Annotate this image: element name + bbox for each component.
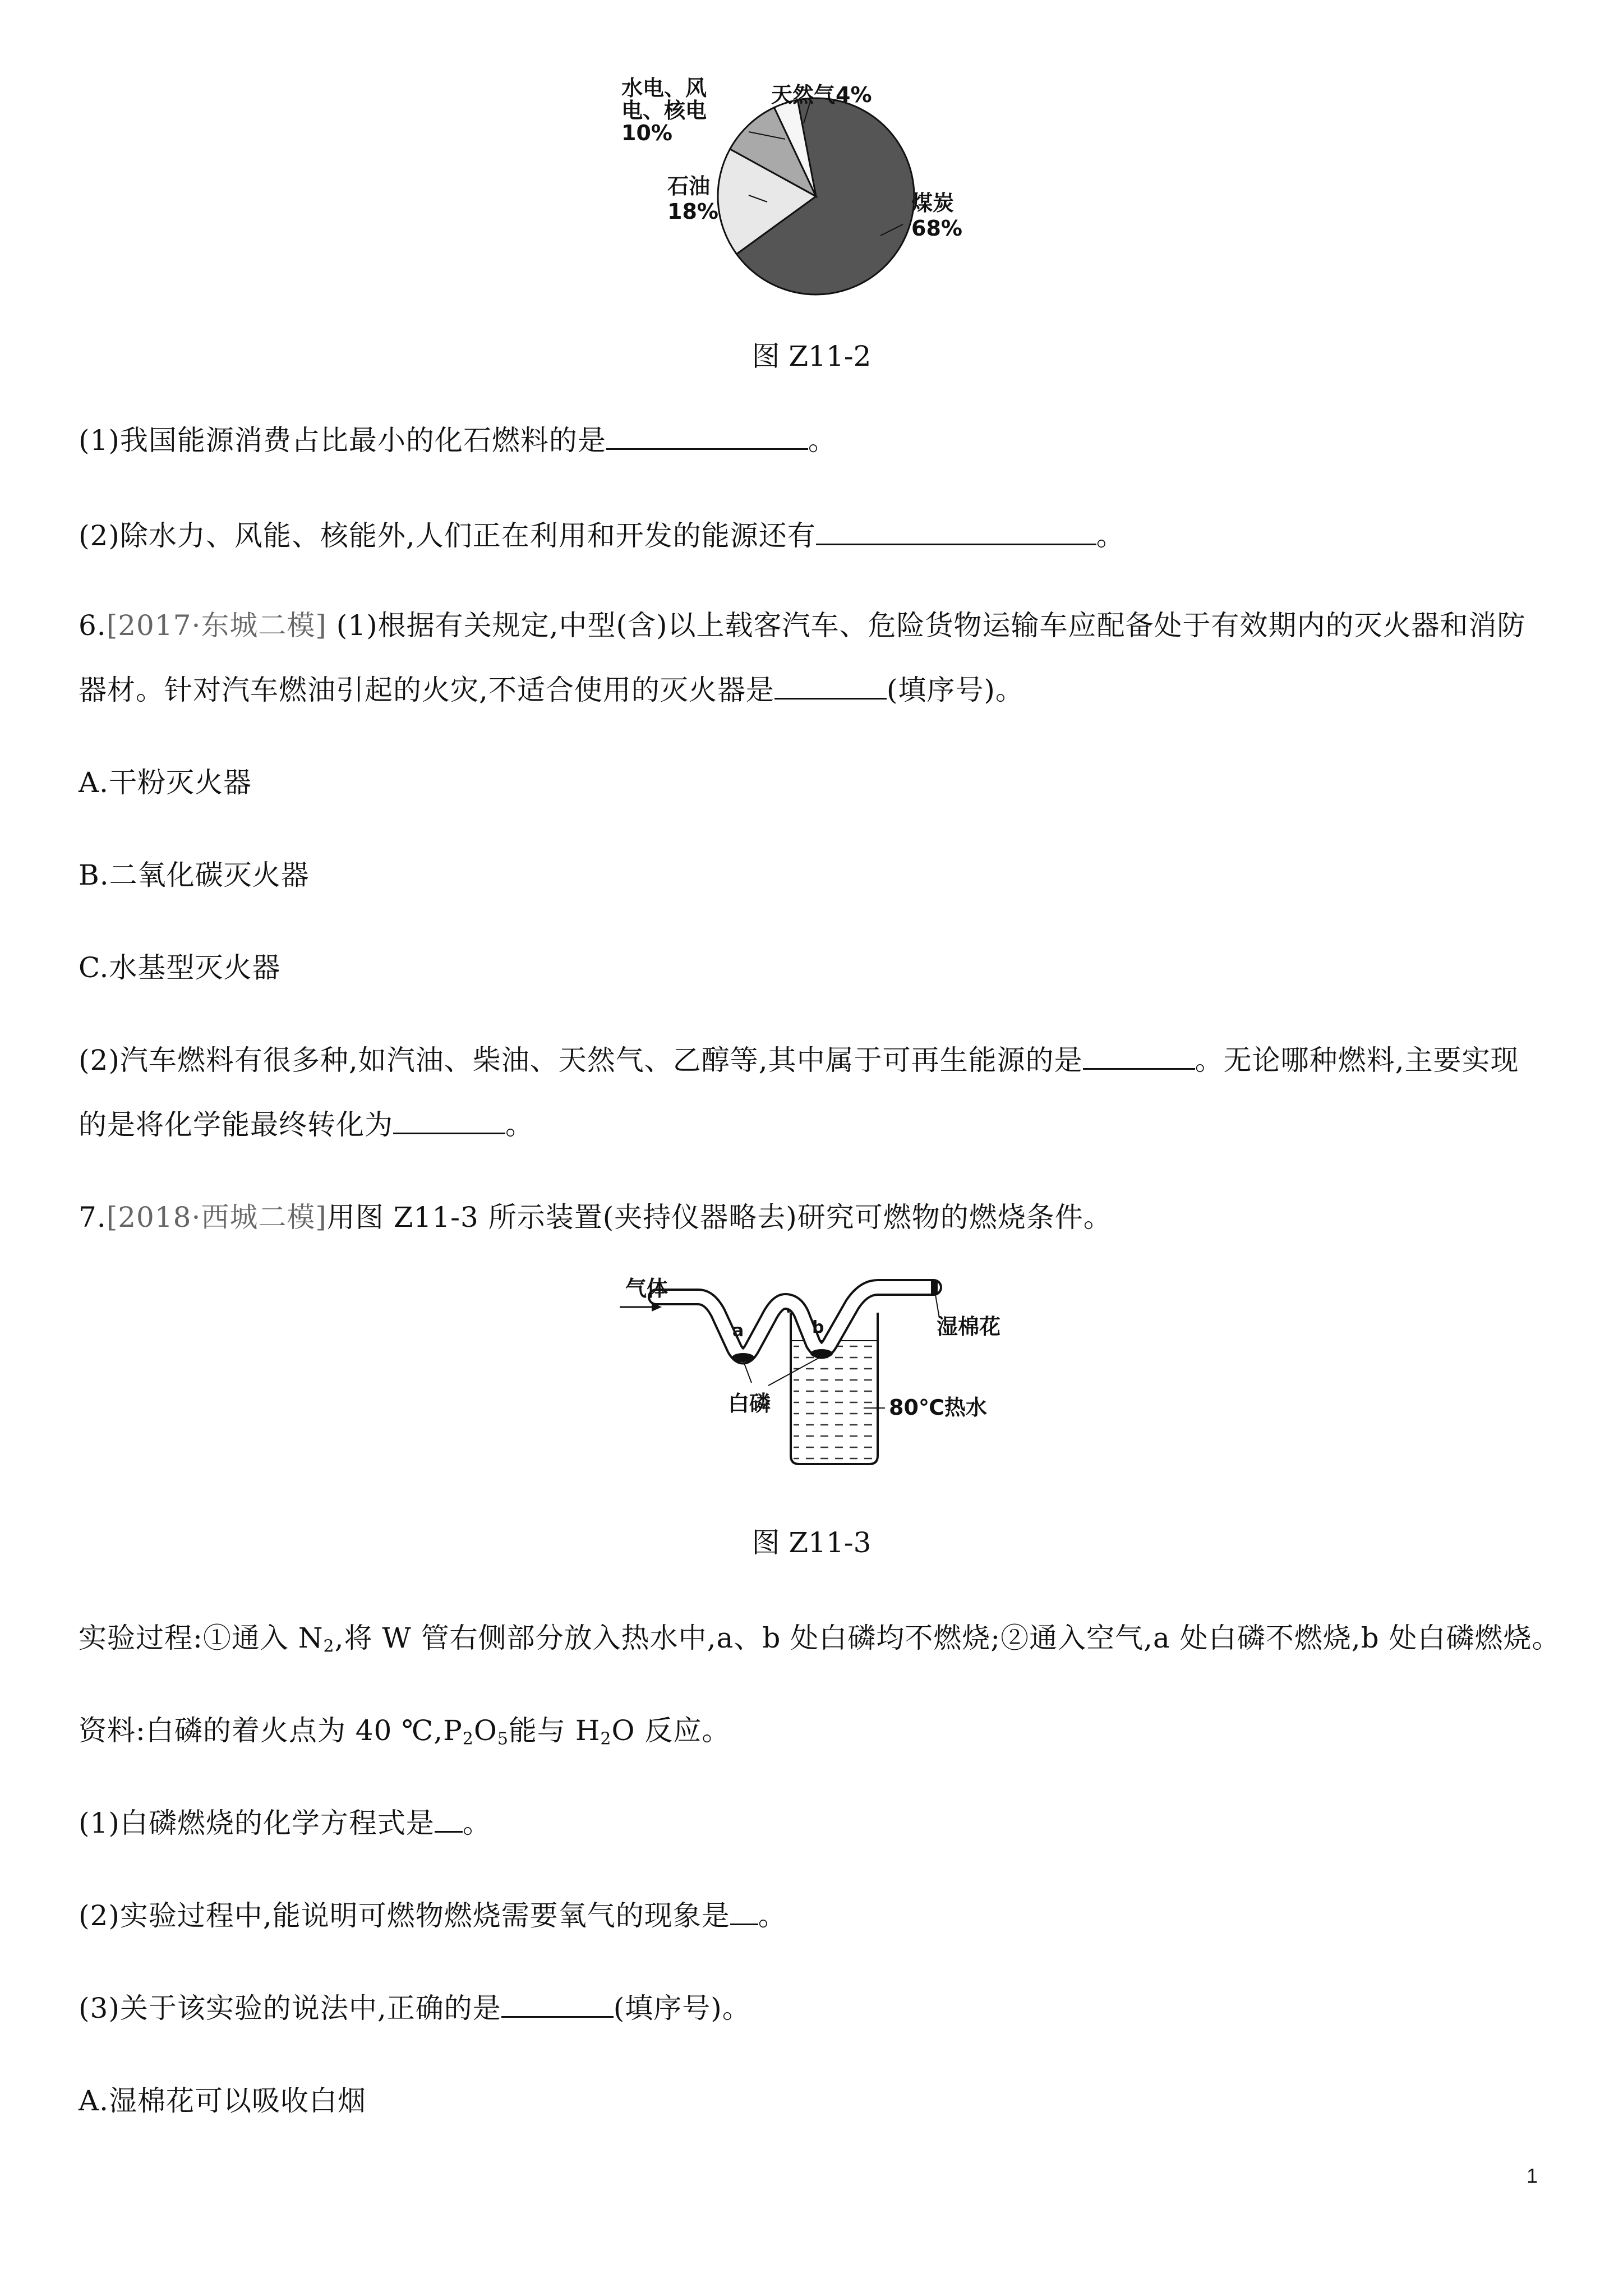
label-hydro-line1: 水电、风 — [621, 76, 707, 100]
q6-option-a: A.干粉灭火器 — [79, 766, 252, 799]
label-hot-water: 80℃热水 — [889, 1395, 987, 1420]
figure-caption-z11-3: 图 Z11-3 — [751, 1526, 872, 1559]
figure-caption-z11-2: 图 Z11-2 — [751, 340, 872, 372]
answer-blank[interactable] — [816, 517, 1096, 546]
answer-blank[interactable] — [501, 1990, 614, 2018]
label-coal-name: 煤炭 — [911, 191, 955, 215]
q7-procedure: 实验过程:①通入 $N_2$,将 W 管右侧部分放入热水中,a、b 处白磷均不燃烧;②通入空气,a 处白磷不燃烧,b 处白磷燃烧。 — [79, 1622, 1561, 1657]
pie-slices — [718, 98, 914, 295]
q5-part1: (1)我国能源消费占比最小的化石燃料的是 。 — [79, 398, 1548, 482]
label-hydro-value: 10% — [621, 121, 672, 145]
question-source: [2017·东城二模] — [106, 609, 327, 642]
label-wet-cotton: 湿棉花 — [937, 1314, 1001, 1339]
hot-water — [794, 1341, 875, 1461]
q6-part2-line2: 的是将化学能最终转化为 。 — [79, 1083, 1548, 1167]
q6-option-b: B.二氧化碳灭火器 — [79, 859, 310, 891]
q6-stem-line2: 器材。针对汽车燃油引起的火灾,不适合使用的灭火器是 (填序号)。 — [79, 648, 1548, 732]
answer-blank[interactable] — [1083, 1042, 1195, 1070]
wet-cotton — [931, 1281, 938, 1294]
label-gas-name: 天然气 — [771, 82, 836, 107]
answer-blank[interactable] — [435, 1805, 463, 1833]
q7-sub1: (1)白磷燃烧的化学方程式是 。 — [79, 1781, 1548, 1865]
label-gas: 气体 — [625, 1276, 668, 1301]
energy-pie-chart — [617, 67, 1009, 297]
label-a: a — [732, 1321, 744, 1341]
q5-part2: (2)除水力、风能、核能外,人们正在利用和开发的能源还有 。 — [79, 494, 1548, 578]
q6-option-c: C.水基型灭火器 — [79, 951, 281, 984]
label-hydro-line2: 电、核电 — [621, 98, 707, 123]
page-number: 1 — [1526, 2164, 1538, 2187]
answer-blank[interactable] — [774, 671, 887, 700]
answer-blank[interactable] — [730, 1897, 758, 1926]
label-oil-value: 18% — [667, 199, 718, 224]
q7-information: 资料:白磷的着火点为 40 $℃,P_2O_5$能与 $H_2O$ 反应。 — [79, 1714, 731, 1749]
answer-blank[interactable] — [393, 1106, 505, 1135]
q7-sub2: (2)实验过程中,能说明可燃物燃烧需要氧气的现象是 。 — [79, 1874, 1548, 1958]
label-white-phosphorus: 白磷 — [728, 1391, 771, 1416]
q6-stem-line1: 6.[2017·东城二模] (1)根据有关规定,中型(含)以上载客汽车、危险货物运输车应配备处于有效期内的灭火器和消防 — [79, 609, 1526, 642]
label-coal-value: 68% — [911, 216, 962, 241]
answer-blank[interactable] — [606, 422, 808, 450]
question-source: [2018·西城二模] — [106, 1201, 327, 1234]
label-oil-name: 石油 — [667, 174, 711, 199]
q7-option-a: A.湿棉花可以吸收白烟 — [79, 2085, 367, 2117]
q7-sub3: (3)关于该实验的说法中,正确的是 (填序号)。 — [79, 1966, 1548, 2050]
w-tube-apparatus-figure — [600, 1273, 1026, 1475]
q6-part2-line1: (2)汽车燃料有很多种,如汽油、柴油、天然气、乙醇等,其中属于可再生能源的是 。无论哪种燃料,主要实现 — [79, 1018, 1548, 1102]
label-b: b — [812, 1318, 824, 1337]
label-gas-value: 4% — [836, 82, 872, 107]
q7-stem: 7.[2018·西城二模]用图 Z11-3 所示装置(夹持仪器略去)研究可燃物的燃烧条件。 — [79, 1201, 1112, 1234]
